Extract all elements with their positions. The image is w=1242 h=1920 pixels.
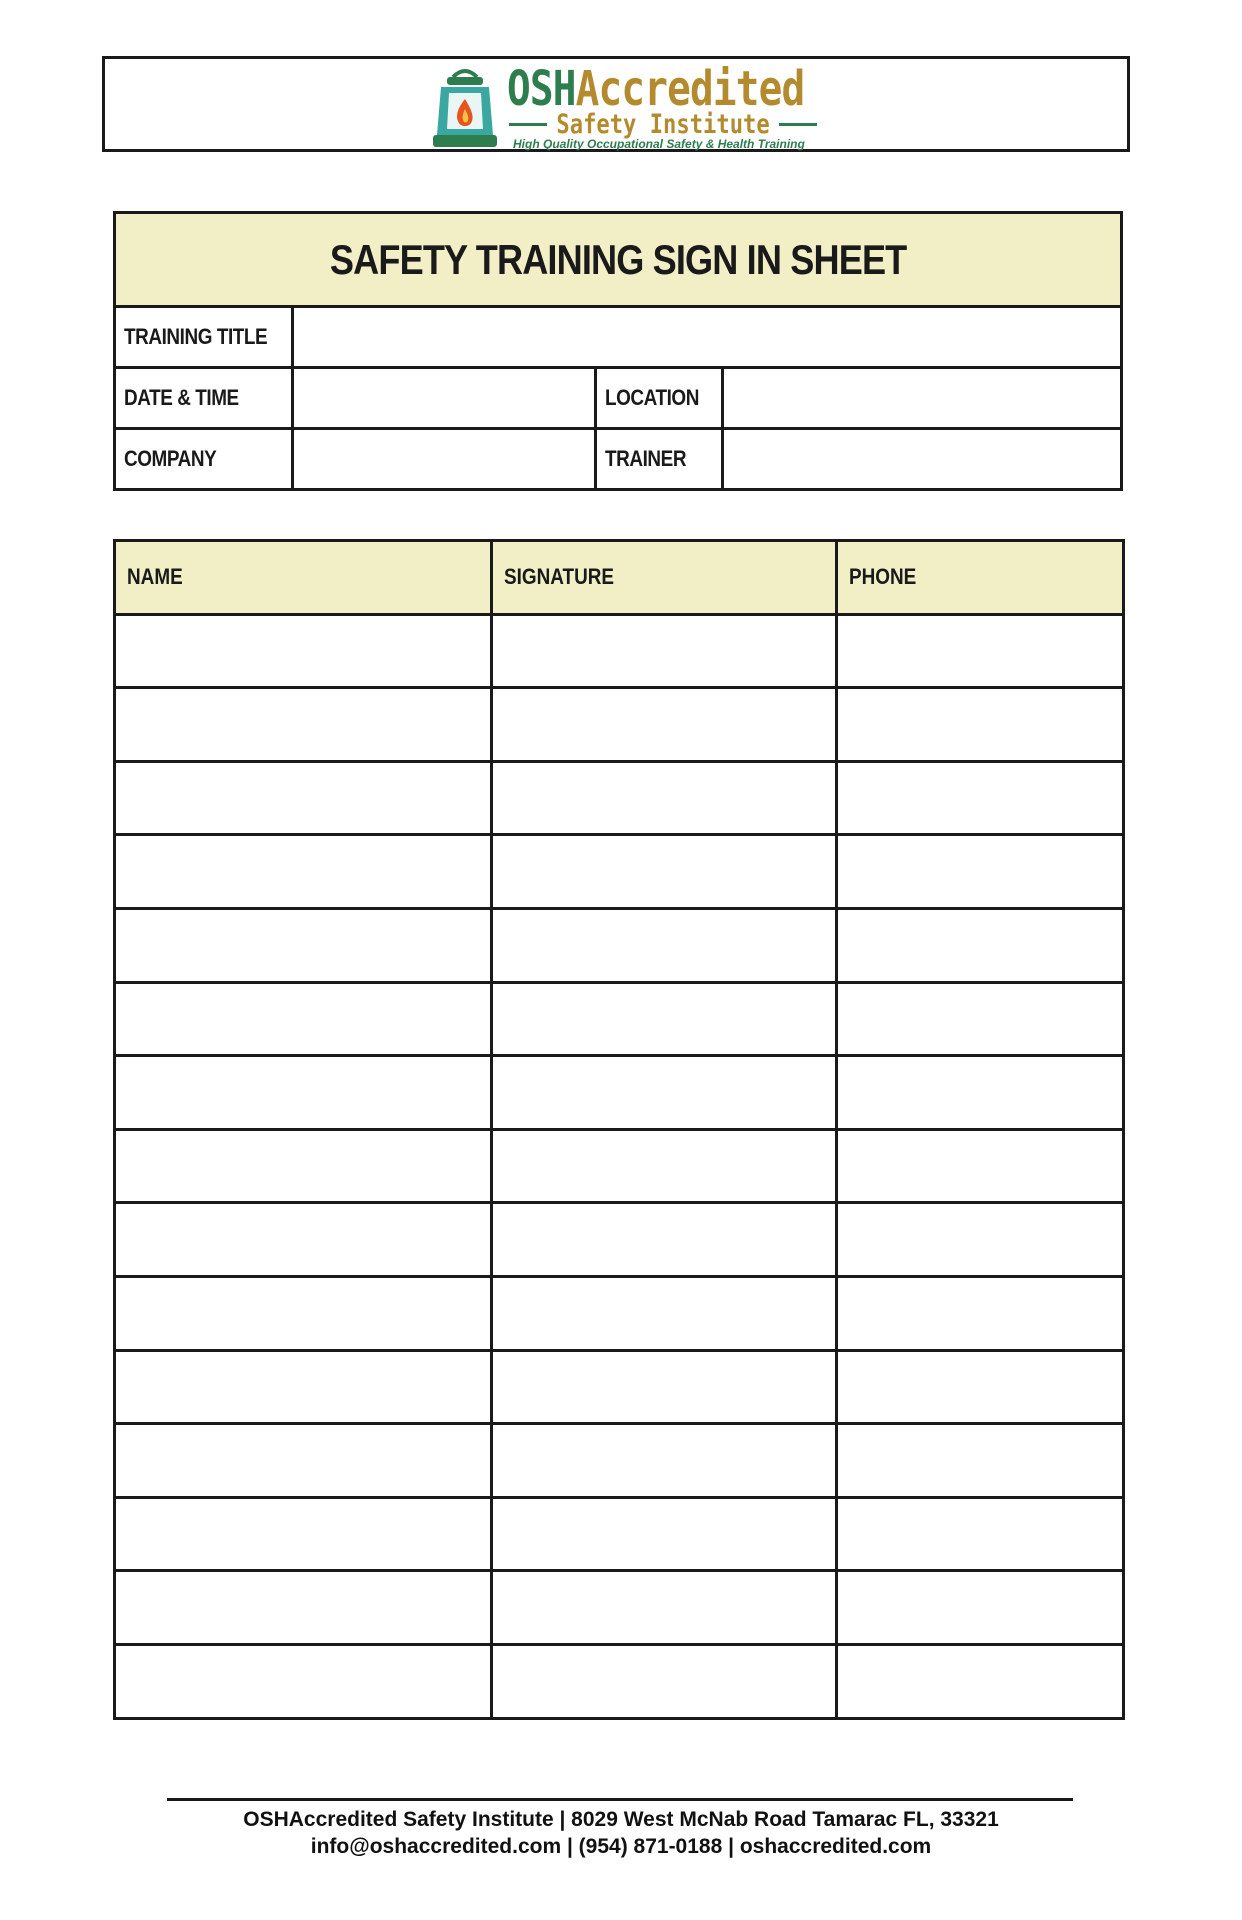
- signature-cell[interactable]: [491, 1644, 836, 1718]
- signature-cell[interactable]: [491, 688, 836, 762]
- column-header-name: NAME: [115, 541, 492, 615]
- table-row: [115, 1203, 1124, 1277]
- table-row: [115, 1350, 1124, 1424]
- phone-cell[interactable]: [836, 908, 1123, 982]
- table-row: [115, 688, 1124, 762]
- signature-cell[interactable]: [491, 835, 836, 909]
- company-field[interactable]: [292, 429, 595, 490]
- name-cell[interactable]: [115, 908, 492, 982]
- location-label: LOCATION: [596, 368, 723, 429]
- name-cell[interactable]: [115, 761, 492, 835]
- phone-cell[interactable]: [836, 614, 1123, 688]
- phone-cell[interactable]: [836, 1056, 1123, 1130]
- signature-cell[interactable]: [491, 982, 836, 1056]
- table-row: [115, 1644, 1124, 1718]
- name-cell[interactable]: [115, 1644, 492, 1718]
- form-title: SAFETY TRAINING SIGN IN SHEET: [115, 213, 1122, 307]
- signature-cell[interactable]: [491, 761, 836, 835]
- signature-cell[interactable]: [491, 1424, 836, 1498]
- name-cell[interactable]: [115, 1350, 492, 1424]
- name-cell[interactable]: [115, 1129, 492, 1203]
- signature-cell[interactable]: [491, 1203, 836, 1277]
- phone-cell[interactable]: [836, 1350, 1123, 1424]
- company-label: COMPANY: [115, 429, 293, 490]
- date-time-label: DATE & TIME: [115, 368, 293, 429]
- signature-cell[interactable]: [491, 614, 836, 688]
- location-field[interactable]: [722, 368, 1121, 429]
- phone-cell[interactable]: [836, 688, 1123, 762]
- trainer-label: TRAINER: [596, 429, 723, 490]
- sign-in-roster-table: [113, 539, 1125, 1720]
- name-cell[interactable]: [115, 1571, 492, 1645]
- table-row: [115, 1571, 1124, 1645]
- footer-address: OSHAccredited Safety Institute | 8029 West McNab Road Tamarac FL, 33321: [243, 1808, 999, 1831]
- phone-cell[interactable]: [836, 761, 1123, 835]
- footer-contact: info@oshaccredited.com | (954) 871-0188 | oshaccredited.com: [310, 1835, 932, 1858]
- brand-tagline: High Quality Occupational Safety & Health Training: [513, 137, 805, 151]
- brand-subtitle: Safety Institute: [509, 109, 819, 139]
- table-row: [115, 614, 1124, 688]
- name-cell[interactable]: [115, 688, 492, 762]
- phone-cell[interactable]: [836, 1276, 1123, 1350]
- table-row: [115, 1497, 1124, 1571]
- table-row: [115, 1056, 1124, 1130]
- training-info-table: [113, 211, 1123, 491]
- name-cell[interactable]: [115, 1056, 492, 1130]
- table-row: [115, 982, 1124, 1056]
- table-row: [115, 761, 1124, 835]
- phone-cell[interactable]: [836, 1129, 1123, 1203]
- name-cell[interactable]: [115, 1497, 492, 1571]
- column-header-signature: SIGNATURE: [491, 541, 836, 615]
- training-title-label: TRAINING TITLE: [115, 307, 293, 368]
- training-title-field[interactable]: [292, 307, 1121, 368]
- phone-cell[interactable]: [836, 1644, 1123, 1718]
- name-cell[interactable]: [115, 1424, 492, 1498]
- phone-cell[interactable]: [836, 1497, 1123, 1571]
- name-cell[interactable]: [115, 1203, 492, 1277]
- phone-cell[interactable]: [836, 1424, 1123, 1498]
- signature-cell[interactable]: [491, 1276, 836, 1350]
- date-time-field[interactable]: [292, 368, 595, 429]
- table-row: [115, 835, 1124, 909]
- brand-wordmark: OSHAccredited: [507, 61, 805, 117]
- footer-divider: [167, 1798, 1073, 1801]
- signature-cell[interactable]: [491, 1571, 836, 1645]
- table-row: [115, 1276, 1124, 1350]
- name-cell[interactable]: [115, 835, 492, 909]
- signature-cell[interactable]: [491, 1056, 836, 1130]
- table-row: [115, 1424, 1124, 1498]
- phone-cell[interactable]: [836, 1203, 1123, 1277]
- signature-cell[interactable]: [491, 1350, 836, 1424]
- name-cell[interactable]: [115, 982, 492, 1056]
- trainer-field[interactable]: [722, 429, 1121, 490]
- phone-cell[interactable]: [836, 982, 1123, 1056]
- lantern-icon: [425, 65, 505, 151]
- name-cell[interactable]: [115, 1276, 492, 1350]
- signature-cell[interactable]: [491, 908, 836, 982]
- column-header-phone: PHONE: [836, 541, 1123, 615]
- signature-cell[interactable]: [491, 1129, 836, 1203]
- phone-cell[interactable]: [836, 1571, 1123, 1645]
- logo-banner: [102, 56, 1130, 152]
- phone-cell[interactable]: [836, 835, 1123, 909]
- table-row: [115, 908, 1124, 982]
- roster-body: [115, 614, 1124, 1718]
- name-cell[interactable]: [115, 614, 492, 688]
- logo: [425, 63, 825, 151]
- signature-cell[interactable]: [491, 1497, 836, 1571]
- table-row: [115, 1129, 1124, 1203]
